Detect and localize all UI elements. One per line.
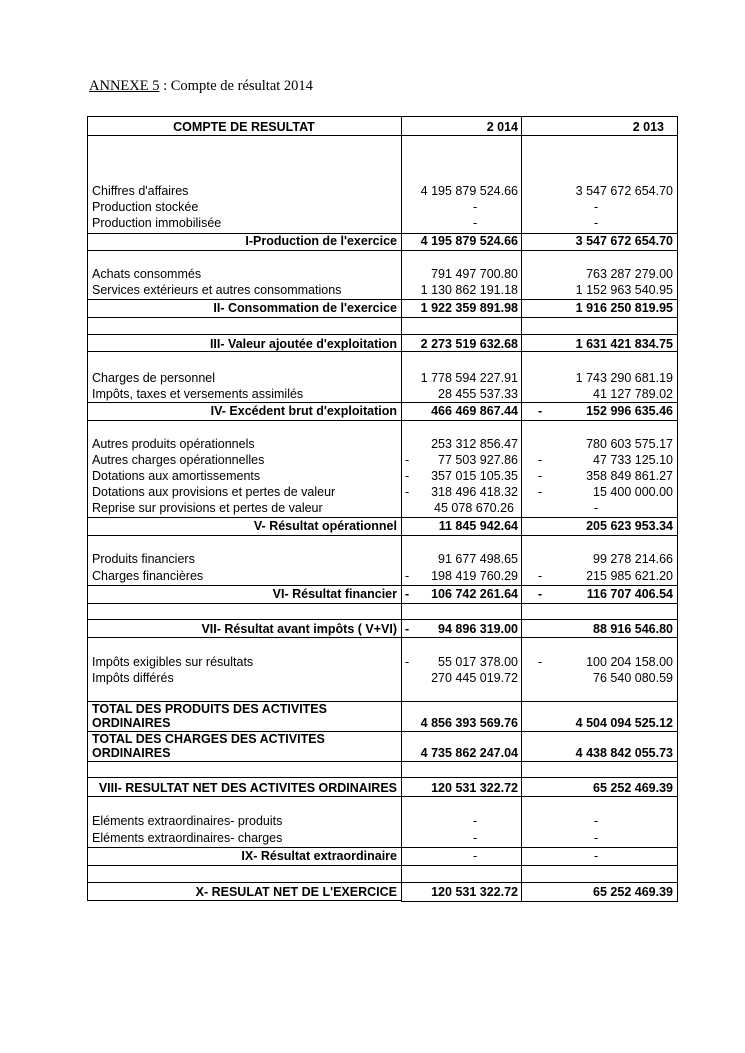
negative-sign-2014: - <box>405 453 410 467</box>
value-2014: 1 778 594 227.91 <box>420 371 518 385</box>
table-border-top <box>87 116 678 117</box>
value-2013: 76 540 080.59 <box>593 671 673 685</box>
value-2014: 4 735 862 247.04 <box>420 746 518 760</box>
value-2014: 318 496 418.32 <box>431 485 518 499</box>
rule <box>87 317 678 318</box>
value-2014: 4 856 393 569.76 <box>420 716 518 730</box>
rule <box>87 761 678 762</box>
rule <box>87 882 678 883</box>
value-2014: 198 419 760.29 <box>431 569 518 583</box>
value-2014: 4 195 879 524.66 <box>420 184 518 198</box>
row-label: Charges de personnel <box>92 371 215 385</box>
row-label: Chiffres d'affaires <box>92 184 189 198</box>
row-label: Autres charges opérationnelles <box>92 453 265 467</box>
rule <box>87 603 678 604</box>
value-2014: 791 497 700.80 <box>431 267 518 281</box>
value-2014: - <box>473 831 478 845</box>
value-2013: - <box>594 831 599 845</box>
row-label: Dotations aux provisions et pertes de valeur <box>92 485 336 499</box>
negative-sign-2013: - <box>538 587 543 601</box>
negative-sign-2014: - <box>405 569 410 583</box>
subtotal-label: V- Résultat opérationnel <box>253 519 397 533</box>
value-2013: 3 547 672 654.70 <box>575 234 673 248</box>
rule <box>87 865 678 866</box>
value-2014: 2 273 519 632.68 <box>420 337 518 351</box>
net-result-label: X- RESULAT NET DE L'EXERCICE <box>195 885 397 899</box>
value-2014: 11 845 942.64 <box>438 519 518 533</box>
total-label-line1: TOTAL DES CHARGES DES ACTIVITES <box>92 732 325 746</box>
value-2013: 1 743 290 681.19 <box>575 371 673 385</box>
total-label-line2: ORDINAIRES <box>92 746 171 760</box>
row-label: Charges financières <box>92 569 204 583</box>
income-statement-table <box>87 116 678 900</box>
rule <box>87 334 678 335</box>
rule <box>87 637 678 638</box>
row-label: Impôts différés <box>92 671 174 685</box>
page-title <box>89 78 313 95</box>
row-label: Eléments extraordinaires- charges <box>92 831 283 845</box>
subtotal-label: II- Consommation de l'exercice <box>213 301 397 315</box>
negative-sign-2014: - <box>405 485 410 499</box>
value-2013: - <box>594 501 599 515</box>
value-2014: 4 195 879 524.66 <box>420 234 518 248</box>
subtotal-label: IV- Excédent brut d'exploitation <box>210 404 397 418</box>
negative-sign-2013: - <box>538 655 543 669</box>
negative-sign-2013: - <box>538 485 543 499</box>
value-2014: 106 742 261.64 <box>431 587 518 601</box>
header-rule <box>87 135 678 136</box>
row-label: Produits financiers <box>92 552 195 566</box>
value-2013: 3 547 672 654.70 <box>575 184 673 198</box>
value-2014: 1 130 862 191.18 <box>420 283 518 297</box>
header-year-2013: 2 013 <box>632 120 664 134</box>
negative-sign-2013: - <box>538 404 543 418</box>
subtotal-label: VI- Résultat financier <box>272 587 397 601</box>
value-2013: 65 252 469.39 <box>593 885 673 899</box>
negative-sign-2014: - <box>405 622 410 636</box>
value-2013: - <box>594 849 599 863</box>
table-border-bottom <box>87 900 402 901</box>
value-2014: - <box>473 814 478 828</box>
value-2013: 100 204 158.00 <box>586 655 673 669</box>
value-2014: 357 015 105.35 <box>431 469 518 483</box>
negative-sign-2013: - <box>538 469 543 483</box>
rule <box>87 777 678 778</box>
row-label: Autres produits opérationnels <box>92 437 255 451</box>
value-2014: - <box>473 849 478 863</box>
value-2013: 41 127 789.02 <box>593 387 673 401</box>
value-2013: 65 252 469.39 <box>593 781 673 795</box>
rule <box>87 250 678 251</box>
value-2013: 763 287 279.00 <box>586 267 673 281</box>
subtotal-label: VII- Résultat avant impôts ( V+VI) <box>201 622 397 636</box>
value-2014: 94 896 319.00 <box>438 622 518 636</box>
value-2014: 28 455 537.33 <box>438 387 518 401</box>
rule <box>87 619 678 620</box>
total-label-line2: ORDINAIRES <box>92 716 171 730</box>
rule <box>87 420 678 421</box>
value-2013: 4 438 842 055.73 <box>575 746 673 760</box>
subtotal-label: VIII- RESULTAT NET DES ACTIVITES ORDINAIRES <box>98 781 397 795</box>
row-label: Achats consommés <box>92 267 202 281</box>
rule <box>87 796 678 797</box>
row-label: Production immobilisée <box>92 216 222 230</box>
value-2013: 15 400 000.00 <box>593 485 673 499</box>
value-2013: 88 916 546.80 <box>593 622 673 636</box>
value-2013: 1 152 963 540.95 <box>575 283 673 297</box>
row-label: Production stockée <box>92 200 199 214</box>
row-label: Impôts, taxes et versements assimilés <box>92 387 304 401</box>
table-border-bottom-values <box>401 901 678 902</box>
value-2013: - <box>594 814 599 828</box>
value-2014: 91 677 498.65 <box>438 552 518 566</box>
row-label: Eléments extraordinaires- produits <box>92 814 283 828</box>
value-2014: 77 503 927.86 <box>438 453 518 467</box>
negative-sign-2014: - <box>405 655 410 669</box>
subtotal-label: IX- Résultat extraordinaire <box>241 849 397 863</box>
value-2014: - <box>473 216 478 230</box>
value-2014: 466 469 867.44 <box>431 404 518 418</box>
value-2013: 358 849 861.27 <box>586 469 673 483</box>
negative-sign-2013: - <box>538 453 543 467</box>
value-2014: 120 531 322.72 <box>431 885 518 899</box>
value-2013: 99 278 214.66 <box>593 552 673 566</box>
negative-sign-2013: - <box>538 569 543 583</box>
value-2013: 205 623 953.34 <box>586 519 673 533</box>
row-label: Impôts exigibles sur résultats <box>92 655 254 669</box>
row-label: Dotations aux amortissements <box>92 469 261 483</box>
value-2013: - <box>594 200 599 214</box>
value-2014: 120 531 322.72 <box>431 781 518 795</box>
negative-sign-2014: - <box>405 469 410 483</box>
rule <box>87 535 678 536</box>
value-2013: 4 504 094 525.12 <box>575 716 673 730</box>
subtotal-label: I-Production de l'exercice <box>245 234 397 248</box>
title-annex-number: ANNEXE 5 <box>89 78 160 94</box>
value-2014: 270 445 019.72 <box>431 671 518 685</box>
header-label: COMPTE DE RESULTAT <box>173 120 315 134</box>
value-2014: 253 312 856.47 <box>431 437 518 451</box>
total-label-line1: TOTAL DES PRODUITS DES ACTIVITES <box>92 702 327 716</box>
value-2013: 215 985 621.20 <box>586 569 673 583</box>
value-2013: 1 916 250 819.95 <box>575 301 673 315</box>
row-label: Reprise sur provisions et pertes de valeur <box>92 501 323 515</box>
title-text: : Compte de résultat 2014 <box>159 78 313 94</box>
value-2014: 55 017 378.00 <box>438 655 518 669</box>
value-2013: 116 707 406.54 <box>586 587 673 601</box>
row-label: Services extérieurs et autres consommations <box>92 283 342 297</box>
value-2014: 1 922 359 891.98 <box>420 301 518 315</box>
value-2013: 152 996 635.46 <box>586 404 673 418</box>
header-year-2014: 2 014 <box>486 120 518 134</box>
value-2013: 1 631 421 834.75 <box>575 337 673 351</box>
value-2013: 47 733 125.10 <box>593 453 673 467</box>
subtotal-label: III- Valeur ajoutée d'exploitation <box>209 337 397 351</box>
negative-sign-2014: - <box>405 587 410 601</box>
value-2014: - <box>473 200 478 214</box>
value-2013: 780 603 575.17 <box>586 437 673 451</box>
value-2014: 45 078 670.26 <box>434 501 514 515</box>
value-2013: - <box>594 216 599 230</box>
